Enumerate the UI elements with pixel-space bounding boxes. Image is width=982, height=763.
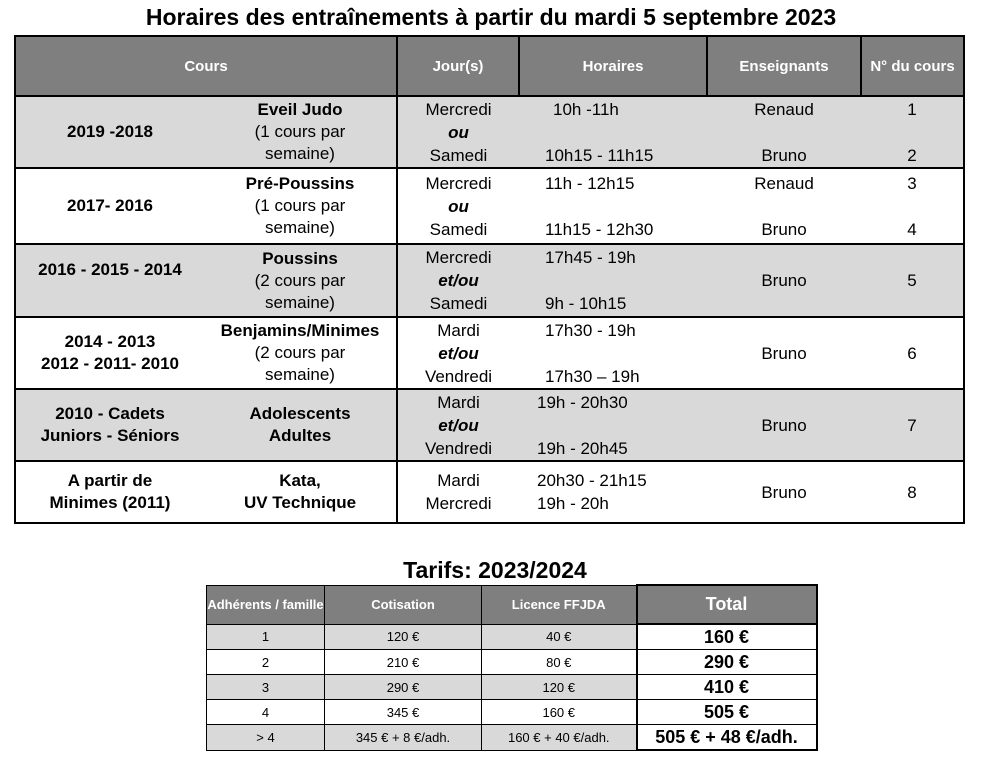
hours: 19h - 20h30 [537, 392, 628, 412]
age-line: 2012 - 2011- 2010 [40, 354, 179, 373]
course-number [861, 391, 963, 414]
tarif-licence: 160 € [482, 700, 637, 725]
hours-cell [519, 461, 707, 523]
tarifs-title: Tarifs: 2023/2024 [403, 557, 587, 583]
schedule-row-benjamins-minimes [15, 317, 964, 389]
day: Mercredi [425, 494, 492, 513]
hours: 17h45 - 19h [545, 248, 636, 267]
teachers-cell [707, 168, 861, 244]
day-conjunction: et/ou [438, 343, 479, 363]
teacher: Bruno [761, 415, 807, 435]
day: Mardi [437, 471, 480, 490]
tarif-row [207, 675, 817, 700]
course-number [861, 121, 963, 144]
teacher [707, 246, 861, 269]
tarif-licence: 40 € [482, 624, 637, 650]
course-cell [204, 96, 397, 168]
schedule-row-eveil-judo [15, 96, 964, 168]
tarifs-table [206, 584, 818, 751]
teachers-cell [707, 461, 861, 523]
hours-cell [519, 96, 707, 168]
tarif-cotisation: 210 € [325, 650, 482, 675]
tarif-total: 290 € [637, 650, 817, 675]
hours [545, 269, 707, 292]
course-name: Eveil Judo [257, 100, 343, 119]
tarif-total: 505 € + 48 €/adh. [637, 725, 817, 751]
tarif-total: 160 € [637, 624, 817, 650]
tarif-adherents: 2 [207, 650, 325, 675]
tarif-adherents: 1 [207, 624, 325, 650]
tarif-total: 505 € [637, 700, 817, 725]
course-number-cell [861, 244, 964, 317]
age-line: 2010 - Cadets [55, 404, 165, 423]
hours: 9h - 10h15 [545, 294, 627, 313]
age-cell [15, 168, 204, 244]
day-conjunction: ou [448, 196, 469, 216]
schedule-row-adolescents-adultes [15, 389, 964, 461]
teacher [707, 437, 861, 460]
header-adherents: Adhérents / famille [207, 585, 325, 624]
day: Vendredi [424, 438, 493, 458]
course-number: 7 [907, 415, 917, 435]
hours: 19h - 20h45 [537, 438, 628, 458]
course-note: (2 cours par [254, 270, 346, 290]
course-number-cell [861, 168, 964, 244]
hours: 17h30 – 19h [545, 366, 640, 386]
day: Samedi [429, 294, 488, 313]
day-conjunction: ou [448, 122, 469, 142]
day: Samedi [429, 145, 488, 165]
hours: 17h30 - 19h [545, 320, 636, 340]
day: Mercredi [425, 99, 492, 119]
days-cell [397, 461, 519, 523]
tarif-row [207, 650, 817, 675]
course-number: 1 [907, 99, 917, 119]
day-conjunction: et/ou [438, 271, 479, 290]
course-cell [204, 244, 397, 317]
day: Mardi [437, 320, 480, 340]
schedule-header-row [15, 36, 964, 96]
header-jours: Jour(s) [397, 36, 519, 96]
teacher: Renaud [754, 99, 814, 119]
course-name: Kata, [279, 471, 321, 490]
course-note: UV Technique [243, 493, 357, 512]
course-number [861, 195, 963, 218]
tarif-adherents: > 4 [207, 725, 325, 751]
schedule-row-pre-poussins [15, 168, 964, 244]
course-note: semaine) [265, 144, 335, 163]
age-line: 2017- 2016 [66, 196, 154, 215]
hours: 10h -11h [553, 99, 619, 119]
days-cell [397, 168, 519, 244]
course-number [861, 319, 963, 342]
age-line: 2014 - 2013 [64, 332, 156, 351]
age-cell [15, 461, 204, 523]
tarif-cotisation: 345 € + 8 €/adh. [325, 725, 482, 751]
header-licence: Licence FFJDA [482, 585, 637, 624]
header-cours: Cours [15, 36, 397, 96]
teacher: Bruno [761, 145, 807, 165]
course-note: (1 cours par [254, 122, 346, 141]
header-enseignants: Enseignants [707, 36, 861, 96]
schedule-row-kata [15, 461, 964, 523]
teacher: Bruno [761, 271, 807, 290]
course-number: 8 [907, 482, 917, 502]
course-number-cell [861, 389, 964, 461]
hours [545, 414, 707, 437]
course-note: (1 cours par [254, 196, 346, 215]
tarif-row [207, 624, 817, 650]
teacher [707, 121, 861, 144]
day: Mardi [437, 392, 480, 412]
course-cell [204, 317, 397, 389]
tarif-cotisation: 120 € [325, 624, 482, 650]
hours [545, 195, 707, 218]
course-number [861, 437, 963, 460]
teacher: Renaud [754, 173, 814, 193]
header-cotisation: Cotisation [325, 585, 482, 624]
age-cell [15, 389, 204, 461]
tarifs-header-row [207, 585, 817, 624]
course-number: 2 [907, 145, 917, 165]
course-note: semaine) [265, 292, 335, 312]
course-name: Pré-Poussins [245, 174, 355, 193]
page-title: Horaires des entraînements à partir du mardi 5 septembre 2023 [145, 4, 837, 30]
day: Samedi [429, 219, 488, 239]
days-cell [397, 96, 519, 168]
day-conjunction: et/ou [438, 415, 479, 435]
tarif-total: 410 € [637, 675, 817, 700]
hours-cell [519, 389, 707, 461]
course-cell [204, 461, 397, 523]
teachers-cell [707, 96, 861, 168]
course-number: 4 [907, 219, 917, 239]
age-cell [15, 317, 204, 389]
course-number: 6 [907, 343, 917, 363]
teacher [707, 365, 861, 388]
hours: 11h15 - 12h30 [545, 219, 654, 239]
header-total: Total [637, 585, 817, 624]
course-cell [204, 389, 397, 461]
tarif-adherents: 3 [207, 675, 325, 700]
course-number: 5 [907, 271, 917, 290]
schedule-row-poussins [15, 244, 964, 317]
age-cell [15, 96, 204, 168]
teachers-cell [707, 317, 861, 389]
age-cell [15, 244, 204, 317]
teacher [707, 319, 861, 342]
hours: 20h30 - 21h15 [537, 471, 647, 490]
tarif-cotisation: 290 € [325, 675, 482, 700]
course-note: Adultes [268, 426, 332, 445]
day: Mercredi [425, 173, 492, 193]
schedule-table [14, 35, 965, 524]
age-line: Minimes (2011) [49, 493, 171, 512]
teacher [707, 391, 861, 414]
day: Mercredi [425, 248, 492, 267]
course-number [861, 365, 963, 388]
hours [545, 342, 707, 365]
tarif-licence: 160 € + 40 €/adh. [482, 725, 637, 751]
teacher [707, 195, 861, 218]
course-number-cell [861, 461, 964, 523]
teacher: Bruno [761, 219, 807, 239]
hours-cell [519, 244, 707, 317]
teachers-cell [707, 389, 861, 461]
header-numero: N° du cours [861, 36, 964, 96]
course-number-cell [861, 317, 964, 389]
tarif-cotisation: 345 € [325, 700, 482, 725]
age-line: 2016 - 2015 - 2014 [38, 259, 182, 279]
course-note: semaine) [265, 218, 335, 237]
hours [545, 121, 707, 144]
tarif-row [207, 725, 817, 751]
hours: 19h - 20h [537, 494, 609, 513]
days-cell [397, 244, 519, 317]
hours-cell [519, 317, 707, 389]
teacher: Bruno [761, 343, 807, 363]
day: Vendredi [424, 366, 493, 386]
hours-cell [519, 168, 707, 244]
hours: 10h15 - 11h15 [545, 145, 654, 165]
course-number [861, 292, 963, 315]
hours: 11h - 12h15 [545, 173, 635, 193]
tarif-adherents: 4 [207, 700, 325, 725]
age-line: A partir de [67, 471, 153, 490]
age-line: Juniors - Séniors [40, 426, 180, 445]
teachers-cell [707, 244, 861, 317]
days-cell [397, 389, 519, 461]
course-note: (2 cours par [254, 343, 346, 362]
course-cell [204, 168, 397, 244]
tarif-row [207, 700, 817, 725]
tarif-licence: 80 € [482, 650, 637, 675]
course-name: Benjamins/Minimes [220, 321, 380, 340]
teacher: Bruno [761, 482, 807, 502]
course-name: Adolescents [249, 404, 351, 423]
course-number: 3 [907, 173, 917, 193]
age-line: 2019 -2018 [66, 122, 154, 141]
course-number [861, 246, 963, 269]
course-number-cell [861, 96, 964, 168]
tarif-licence: 120 € [482, 675, 637, 700]
course-note: semaine) [265, 365, 335, 384]
course-name: Poussins [262, 248, 338, 268]
header-horaires: Horaires [519, 36, 707, 96]
days-cell [397, 317, 519, 389]
teacher [707, 292, 861, 315]
